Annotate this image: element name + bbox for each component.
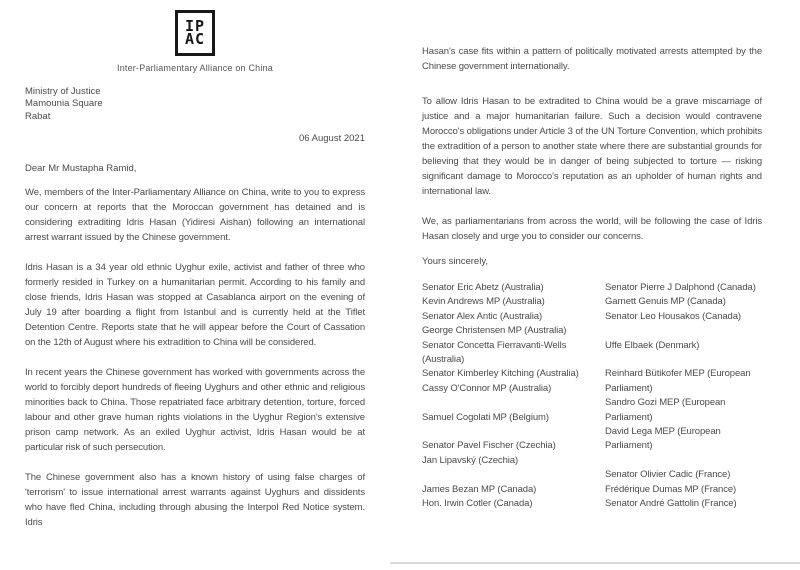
signatory-line: Senator André Gattolin (France) [605,498,737,510]
signatory-line: David Lega MEP (European [605,426,721,438]
signatory-line: Reinhard Bütikofer MEP (European [605,368,751,380]
ipac-logo [175,10,215,56]
signatory-line: Hon. Irwin Cotler (Canada) [422,498,533,510]
signatory-line-spacer [605,353,756,367]
letter-page-2 [390,0,800,564]
org-name: Inter-Parliamentary Alliance on China [117,63,273,73]
letter-date: 06 August 2021 [298,132,365,144]
logo-monogram-bottom: AC [184,30,206,48]
signatory-line: Senator Eric Abetz (Australia) [422,282,544,293]
signatory-line: Kevin Andrews MP (Australia) [422,296,545,308]
signatory-line: Senator Concetta Fierravanti-Wells [422,339,567,351]
closing: Yours sincerely, [422,256,489,267]
signatory-column-1 [422,281,605,511]
signatory-line: Senator Pierre J Dalphond (Canada) [605,282,756,293]
letter-paragraph: Idris Hasan is a 34 year old ethnic Uyghur exile, activist and father of three who formerly resided in Turkey on a humanitarian permit. According to his family and close friends, Idris Hasan was stopped at Casablanca airport on the evening of July 19 after boarding a flight from Istanbul and is currently held at the Tiflet Detention Centre. Reports state that he will appear before the Court of Cassation on the 12th of August where his extradition to China will be considered. [25,261,365,348]
address-line: Mamounia Square [25,98,103,110]
signatory-line-spacer [605,324,756,338]
signatory-line-spacer [422,468,605,482]
signatory-line: Samuel Cogolati MP (Belgium) [422,411,549,423]
signatory-line: Jan Lipavský (Czechia) [422,454,519,466]
signatory-line: Uffe Elbaek (Denmark) [605,339,700,351]
signatory-line: Senator Pavel Fischer (Czechia) [422,440,556,452]
letter-page-1 [0,0,390,570]
signatory-line: Cassy O'Connor MP (Australia) [422,382,552,394]
signatory-line: Senator Kimberley Kitching (Australia) [422,368,579,380]
letter-paragraph: We, members of the Inter-Parliamentary Alliance on China, write to you to express our concern at reports that the Moroccan government has detained and is considering extraditing Idris Hasan (Yidiresi Aishan) following an international arrest warrant issued by the Chinese government. [25,186,365,243]
signatory-line: Sandro Gozi MEP (European [605,397,726,409]
signatory-line: (Australia) [422,354,465,366]
signatory-line: James Bezan MP (Canada) [422,483,537,495]
signatory-line: Parliament) [605,411,653,423]
signatory-line: Parliament) [605,382,653,394]
letterhead [25,10,365,56]
signatory-line: George Christensen MP (Australia) [422,325,567,337]
signatory-line: Parliament) [605,440,653,452]
signatory-column-2 [605,281,756,511]
salutation: Dear Mr Mustapha Ramid, [25,162,137,174]
letter-paragraph: The Chinese government also has a known history of using false charges of 'terrorism' to issue international arrest warrants against Uyghurs and dissidents who have fled China, including through abusing the Interpol Red Notice system. Idris [25,471,365,528]
letter-paragraph: To allow Idris Hasan to be extradited to China would be a grave miscarriage of justice and a major humanitarian failure. Such a decision would contravene Morocco's obligations under Article 3 of the UN Torture Convention, which prohibits the extradition of a person to another state where there are substantial grounds for believing that they would be in danger of being subjected to torture — risking significant damage to Morocco's reputation as an upholder of human rights and international law. [422,96,762,197]
signatory-line-spacer [422,425,605,439]
address-line: Rabat [25,110,51,122]
letter-paragraph: Hasan's case fits within a pattern of politically motivated arrests attempted by the Chinese government internationally. [422,46,762,72]
letter-paragraph: In recent years the Chinese government has worked with governments across the world to forcibly deport hundreds of fleeing Uyghurs and other ethnic and religious minorities back to China. Those repatriated face arbitrary detention, torture, forced labour and other grave human rights violations in the Uyghur Region's extensive prison camp network. As an exiled Uyghur activist, Idris Hasan would be at particular risk of such persecution. [25,366,365,453]
address-line: Ministry of Justice [25,86,101,97]
letter-paragraph: We, as parliamentarians from across the world, will be following the case of Idris Hasan closely and urge you to consider our concerns. [422,216,762,242]
logo-monogram-top: IP [184,17,206,35]
signatory-line: Senator Olivier Cadic (France) [605,469,731,481]
signatory-line-spacer [605,454,756,468]
signatories [422,281,762,511]
signatory-line: Senator Alex Antic (Australia) [422,310,543,322]
recipient-address [25,86,365,123]
signatory-line: Senator Leo Housakos (Canada) [605,310,741,322]
signatory-line-spacer [422,396,605,410]
signatory-line: Garnett Genuis MP (Canada) [605,296,726,308]
signatory-line: Frédérique Dumas MP (France) [605,483,737,495]
